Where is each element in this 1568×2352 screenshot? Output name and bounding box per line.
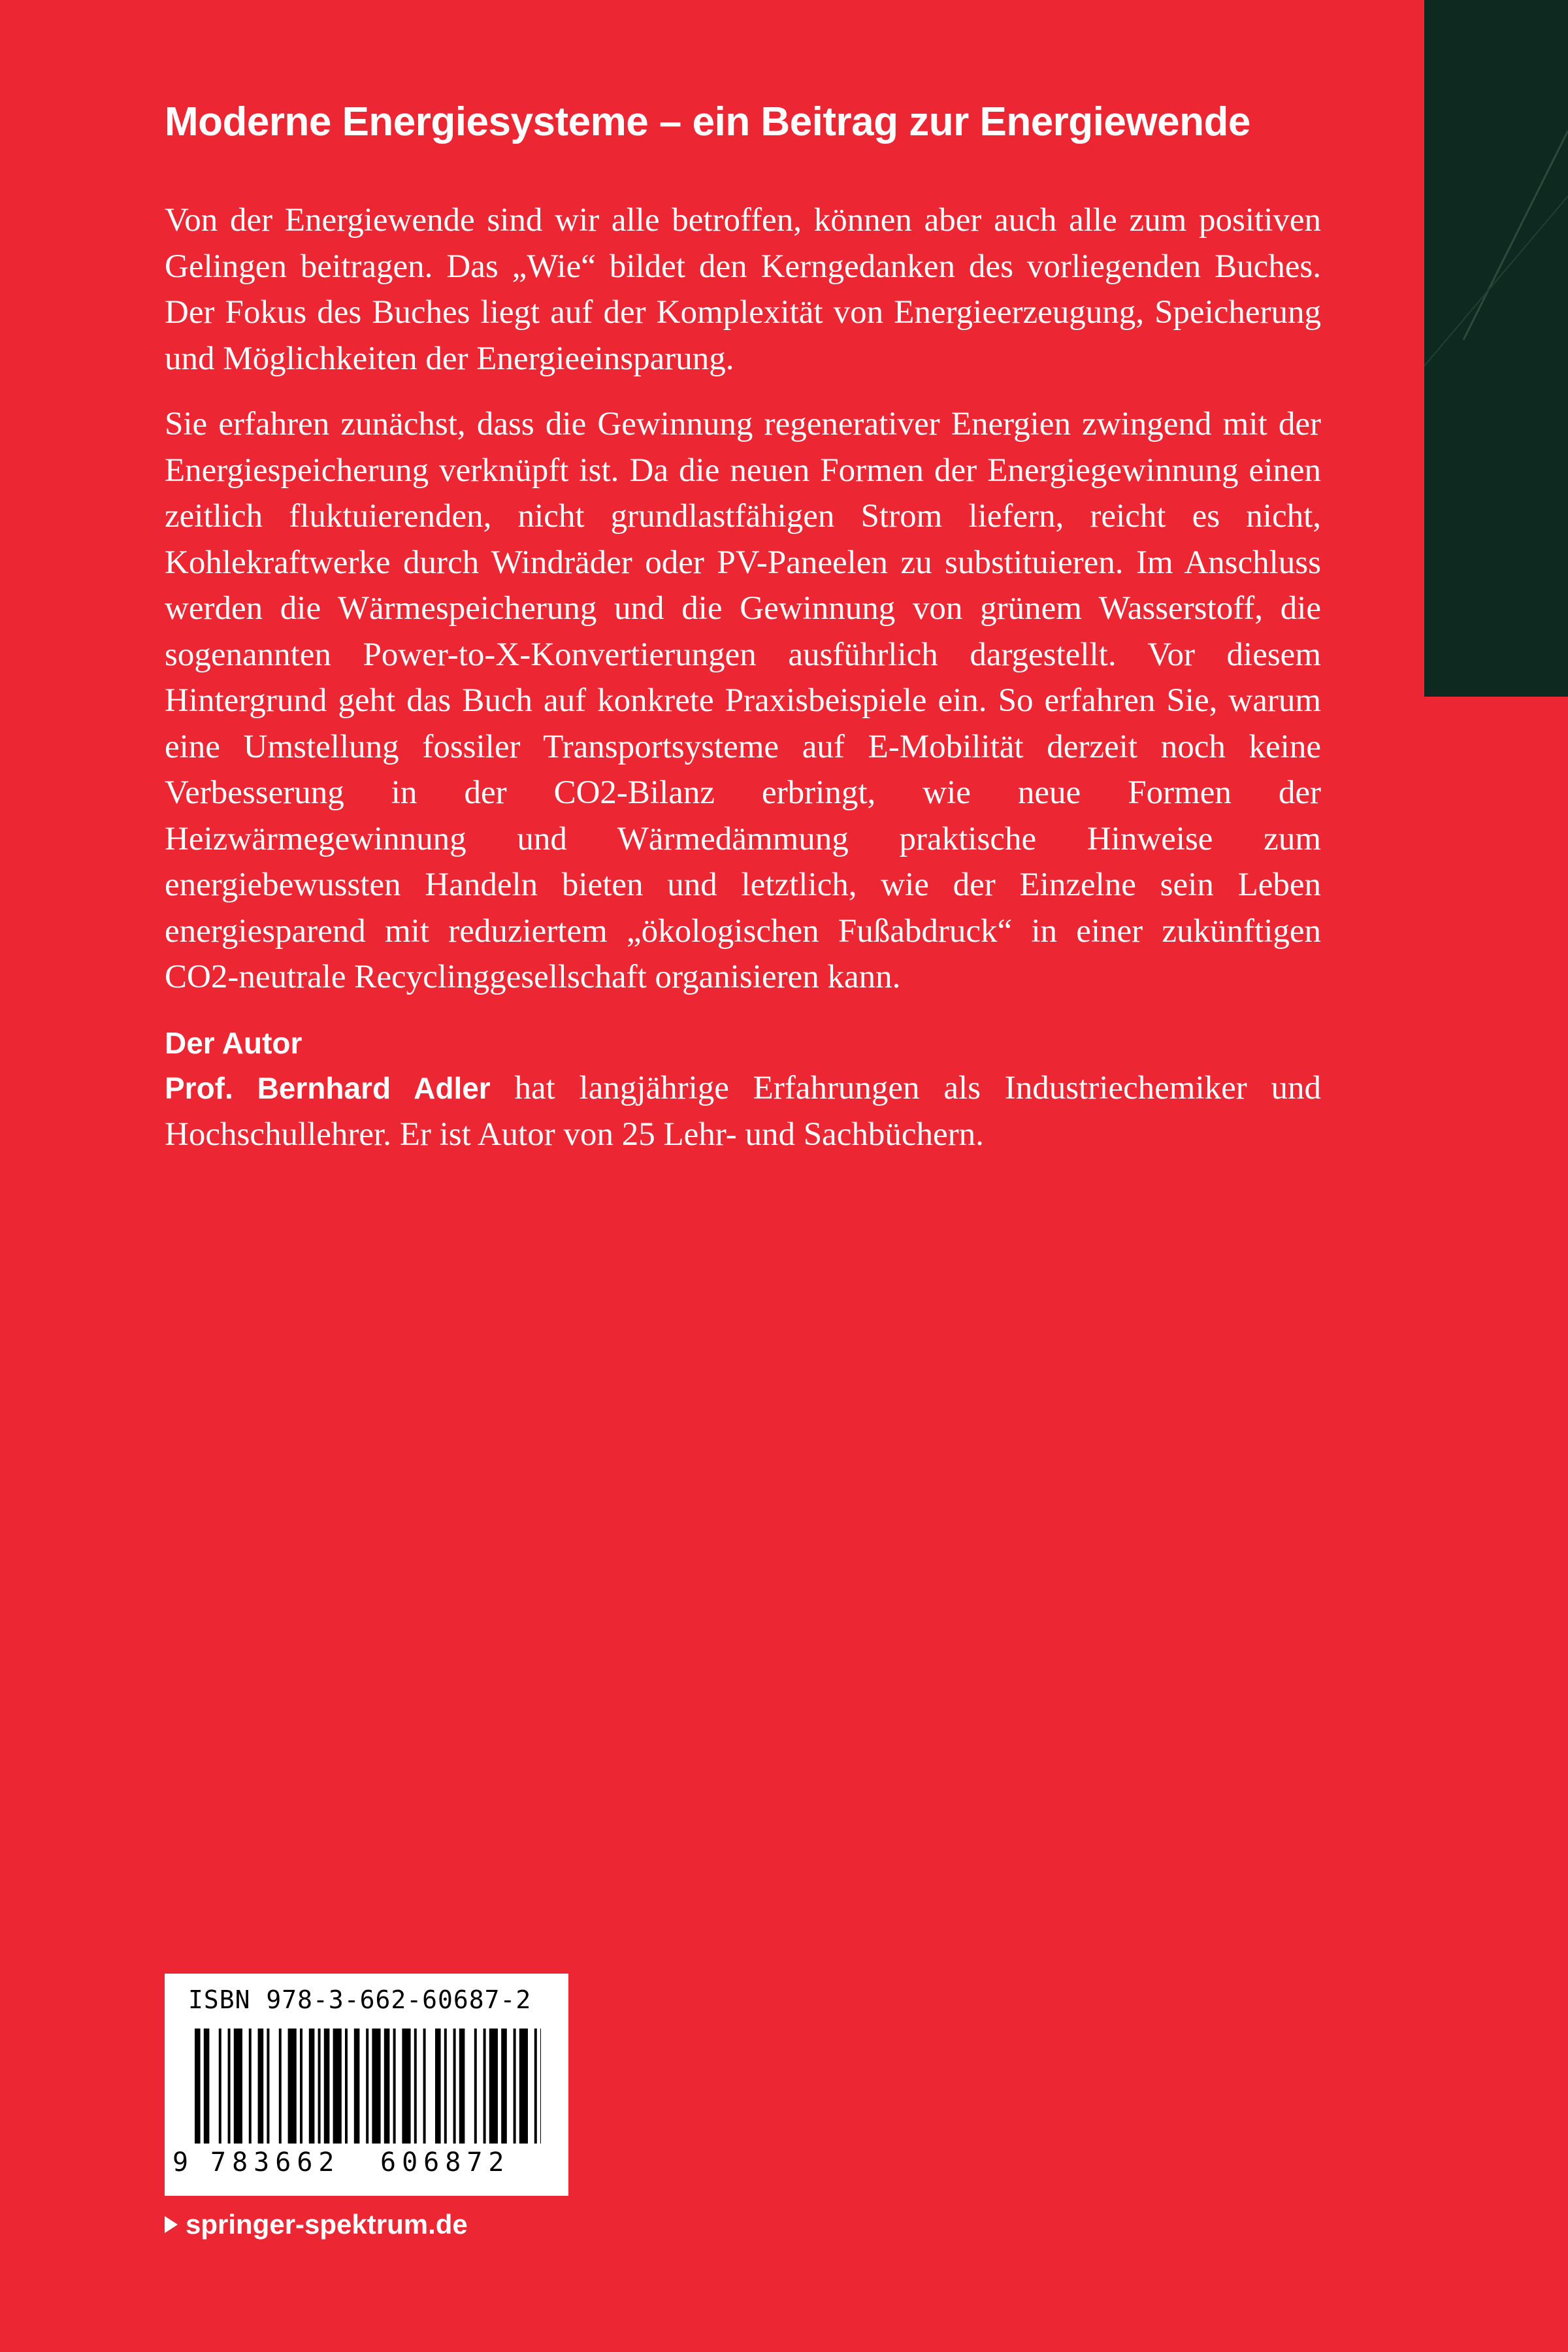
barcode-bar: [249, 2029, 252, 2144]
author-bio: [165, 1065, 1321, 1157]
main-text-block: [165, 98, 1321, 1157]
barcode-bars: [195, 2029, 541, 2157]
barcode-bar: [288, 2029, 297, 2144]
description-paragraph-1: Von der Energiewende sind wir alle betroffen, können aber auch alle zum positiven Gelingen beitragen. Das „Wie“ bildet den Kerngedanken des vorliegenden Buches. Der Fokus des Buches liegt auf der Komplexität von Energieerzeugung, Speicherung und Möglichkeiten der Energieeinsparung.: [165, 202, 1321, 377]
barcode-bar: [483, 2029, 486, 2144]
author-bio-text: hat langjährige Erfahrungen als Industriechemiker und Hochschullehrer. Er ist Autor von 25 Lehr- und Sachbüchern.: [165, 1070, 1321, 1153]
barcode-bar: [228, 2029, 231, 2144]
author-name: Prof. Bernhard Adler: [165, 1071, 491, 1106]
triangle-arrow-icon: [165, 2216, 178, 2233]
dark-cover-panel: [1424, 0, 1568, 697]
publisher-website[interactable]: [165, 2209, 468, 2240]
decorative-lines: [1424, 0, 1568, 697]
barcode-bar: [519, 2029, 528, 2144]
barcode-bar: [219, 2029, 221, 2144]
barcode-bar: [514, 2029, 516, 2144]
barcode-bar: [366, 2029, 368, 2144]
barcode-bar: [345, 2029, 348, 2144]
ean-left-digits: 783662: [210, 2147, 340, 2178]
author-heading: Der Autor: [165, 1025, 302, 1060]
ean-first-digit: 9: [172, 2147, 189, 2178]
barcode-bar: [453, 2029, 456, 2144]
barcode-bar: [309, 2029, 315, 2144]
barcode-bar: [333, 2029, 342, 2144]
barcode-bar: [540, 2029, 541, 2144]
barcode-bar: [489, 2029, 498, 2144]
barcode-bar: [501, 2029, 507, 2144]
barcode-bar: [204, 2029, 210, 2144]
barcode-bar: [195, 2029, 201, 2144]
barcode-bar: [384, 2029, 390, 2144]
barcode-bar: [534, 2029, 537, 2144]
barcode-bar: [318, 2029, 321, 2144]
description-paragraph-2: Sie erfahren zunächst, dass die Gewinnung regenerativer Energien zwingend mit der Energiespeicherung verknüpft ist. Da die neuen Formen der Energiegewinnung einen zeitlich fluktuierenden, nicht grundlastfähigen Strom liefern, reicht es nicht, Kohlekraftwerke durch Windräder oder PV-Paneelen zu substituieren. Im Anschluss werden die Wärmespeicherung und die Gewinnung von grünem Wasserstoff, die sogenannten Power-to-X-Konvertierungen ausführlich dargestellt. Vor diesem Hintergrund geht das Buch auf konkrete Praxisbeispiele ein. So erfahren Sie, warum eine Umstellung fossiler Transportsysteme auf E-Mobilität derzeit noch keine Verbesserung in der CO2-Bilanz erbringt, wie neue Formen der Heizwärmegewinnung und Wärmedämmung praktische Hinweise zum energiebewussten Handeln bieten und letztlich, wie der Einzelne sein Leben energiesparend mit reduziertem „ökologischen Fußabdruck“ in einer zukünftigen CO2-neutrale Recyclinggesellschaft organisieren kann.: [165, 406, 1321, 996]
barcode-bar: [423, 2029, 426, 2144]
barcode-bar: [414, 2029, 417, 2144]
barcode-bar: [267, 2029, 269, 2144]
barcode-bar: [459, 2029, 465, 2144]
book-title: Moderne Energiesysteme – ein Beitrag zur Energiewende: [165, 99, 1250, 144]
barcode-bar: [354, 2029, 360, 2144]
barcode-bar: [444, 2029, 447, 2144]
barcode-bar: [234, 2029, 242, 2144]
ean-right-digits: 606872: [380, 2147, 510, 2178]
barcode-bar: [300, 2029, 302, 2144]
isbn-barcode: [165, 1974, 568, 2196]
website-text: springer-spektrum.de: [186, 2209, 468, 2240]
barcode-bar: [258, 2029, 264, 2144]
barcode-bar: [402, 2029, 410, 2144]
barcode-bar: [279, 2029, 282, 2144]
isbn-label: ISBN 978-3-662-60687-2: [188, 1985, 532, 2014]
barcode-bar: [474, 2029, 477, 2144]
barcode-bar: [372, 2029, 380, 2144]
barcode-bar: [393, 2029, 396, 2144]
barcode-bar: [324, 2029, 330, 2144]
barcode-bar: [435, 2029, 441, 2144]
